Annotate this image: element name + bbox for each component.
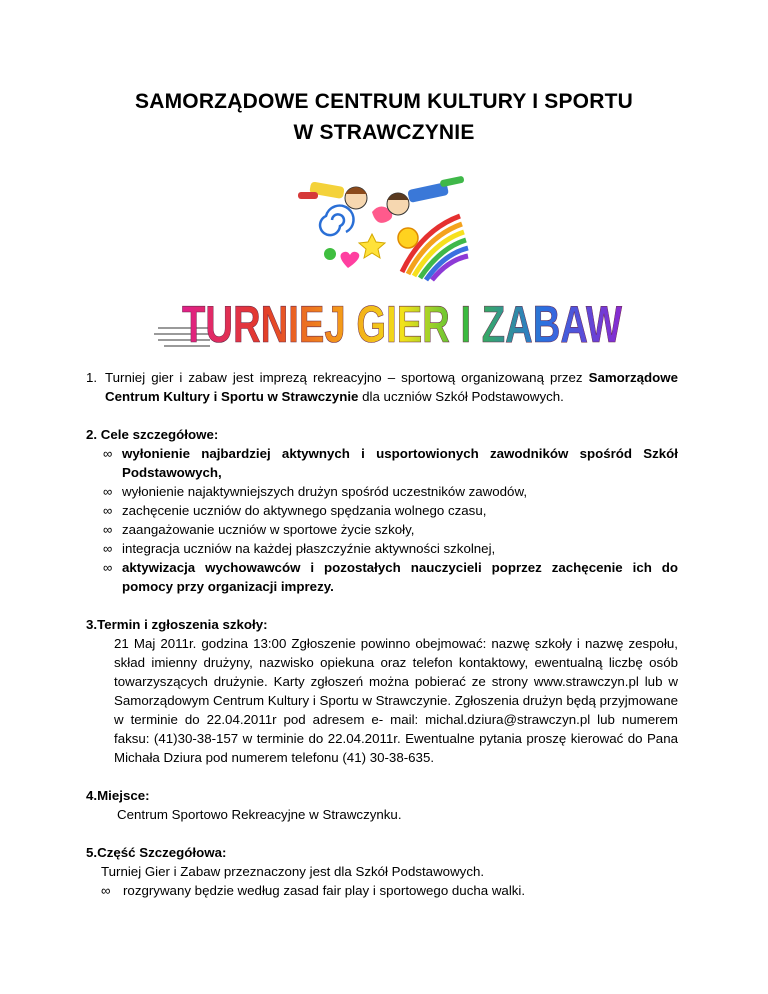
goal-text: zaangażowanie uczniów w sportowe życie szkoły, bbox=[122, 522, 415, 537]
section-5-text: Turniej Gier i Zabaw przeznaczony jest dla Szkół Podstawowych. bbox=[101, 864, 485, 879]
section-1-text-b: dla uczniów Szkół Podstawowych. bbox=[358, 389, 564, 404]
section-3 bbox=[86, 615, 678, 767]
section-2 bbox=[86, 425, 678, 596]
infinity-bullet-icon: ∞ bbox=[103, 560, 113, 575]
document-body bbox=[86, 368, 678, 919]
infinity-bullet-icon: ∞ bbox=[103, 522, 113, 537]
list-item bbox=[103, 482, 678, 501]
infinity-bullet-icon: ∞ bbox=[103, 484, 113, 499]
goal-text: integracja uczniów na każdej płaszczyźnie aktywności szkolnej, bbox=[122, 541, 496, 556]
section-1 bbox=[86, 368, 678, 406]
section-4-heading: 4.Miejsce: bbox=[86, 788, 150, 803]
goal-text: wyłonienie najaktywniejszych drużyn spośród uczestników zawodów, bbox=[122, 484, 528, 499]
infinity-bullet-icon: ∞ bbox=[103, 446, 113, 461]
list-item bbox=[103, 539, 678, 558]
list-item bbox=[103, 501, 678, 520]
goal-text: aktywizacja wychowawców i pozostałych nauczycieli poprzez zachęcenie ich do pomocy przy organizacji imprezy. bbox=[122, 560, 678, 594]
goal-text: zachęcenie uczniów do aktywnego spędzania wolnego czasu, bbox=[122, 503, 487, 518]
list-item bbox=[103, 444, 678, 482]
banner-title: TURNIEJ GIER I ZABAW bbox=[182, 296, 623, 354]
infinity-bullet-icon: ∞ bbox=[103, 541, 113, 556]
section-2-heading: 2. Cele szczegółowe: bbox=[86, 427, 219, 442]
section-1-text-a: Turniej gier i zabaw jest imprezą rekreacyjno – sportową organizowaną przez bbox=[105, 370, 589, 385]
section-5-body bbox=[86, 862, 678, 900]
goals-list bbox=[86, 444, 678, 596]
section-1-text-bold: Samorządowe Centrum Kultury i Sportu w Strawczynie bbox=[105, 370, 678, 404]
section-3-text: 21 Maj 2011r. godzina 13:00 Zgłoszenie powinno obejmować: nazwę szkoły i nazwę zespołu, skład imienny drużyny, nazwisko opiekuna oraz telefon kontaktowy, ewentualną liczbę osób towarzyszących drużynie. Karty zgłoszeń można pobierać ze strony www.strawczyn.pl lub w Samorządowym Centrum Kultury i Sportu w Strawczynie. Zgłoszenia drużyn będą przyjmowane w terminie do 22.04.2011r pod adresem e- mail: michal.dziura@strawczyn.pl lub numerem faksu: (41)30-38-157 w terminie do 22.04.2011r. Ewentualne pytania proszę kierować do Pana Michała Dziura pod numerem telefonu (41) 30-38-635. bbox=[114, 636, 678, 765]
section-5-heading: 5.Część Szczegółowa: bbox=[86, 845, 227, 860]
section-5-bullet-text: rozgrywany będzie według zasad fair play i sportowego ducha walki. bbox=[123, 883, 526, 898]
infinity-bullet-icon: ∞ bbox=[101, 883, 111, 898]
section-4 bbox=[86, 786, 678, 824]
list-item bbox=[103, 520, 678, 539]
document-header bbox=[0, 86, 768, 148]
section-5 bbox=[86, 843, 678, 900]
tournament-banner bbox=[150, 288, 623, 354]
children-drawing-clipart bbox=[290, 176, 470, 280]
section-3-heading: 3.Termin i zgłoszenia szkoły: bbox=[86, 617, 268, 632]
infinity-bullet-icon: ∞ bbox=[103, 503, 113, 518]
section-1-text bbox=[105, 368, 678, 406]
header-title-line1: SAMORZĄDOWE CENTRUM KULTURY I SPORTU bbox=[135, 90, 633, 113]
list-item bbox=[103, 558, 678, 596]
section-1-number: 1. bbox=[86, 370, 98, 385]
section-4-text: Centrum Sportowo Rekreacyjne w Strawczynku. bbox=[117, 807, 402, 822]
header-title-line2: W STRAWCZYNIE bbox=[293, 121, 475, 144]
list-item bbox=[101, 881, 678, 900]
goal-text: wyłonienie najbardziej aktywnych i usportowionych zawodników spośród Szkół Podstawowych, bbox=[122, 446, 678, 480]
